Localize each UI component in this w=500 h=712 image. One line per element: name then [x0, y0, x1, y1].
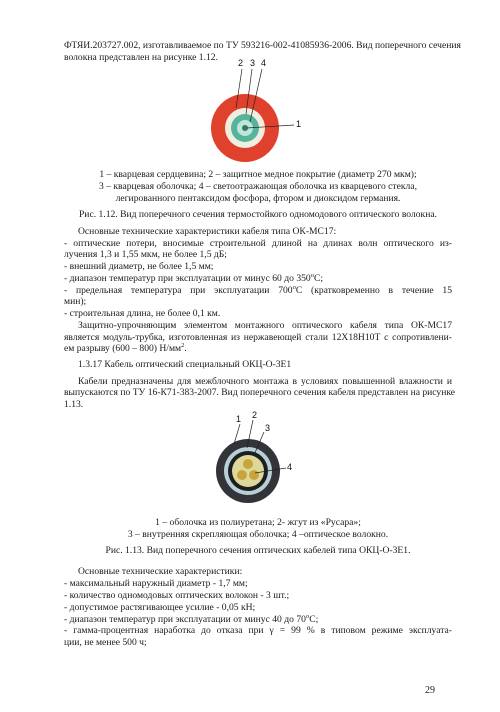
paragraph-line: является модуль-трубка, изготовленная из нержавеющей стали 12Х18Н10Т с сопротивлени-: [64, 332, 452, 343]
page-number: 29: [425, 685, 435, 696]
figure-label: 3: [250, 58, 256, 68]
figure-label: 3: [265, 423, 271, 433]
figure-label: 1: [236, 414, 242, 424]
paragraph-line: ем разрыву (600 – 800) $Н/мм^2$.: [64, 341, 187, 354]
figure-caption: Рис. 1.13. Вид поперечного сечения оптических кабелей типа ОКЦ-О-3Е1.: [105, 545, 411, 556]
spec-item: - оптические потери, вносимые строительной длиной на длинах волн оптического из-: [64, 238, 452, 249]
optical-fiber: [249, 470, 259, 480]
figure-legend-line: 3 – кварцевая оболочка; 4 – светоотражающая оболочка из кварцевого стекла,: [99, 181, 417, 192]
spec-item: мин);: [64, 296, 87, 307]
paragraph-line: ФТЯИ.203727.002, изготавливаемое по ТУ 593216-002-41085936-2006. Вид поперечного сечения: [64, 40, 461, 51]
spec-item: ции, не менее 500 ч;: [64, 637, 147, 648]
optical-fiber: [243, 459, 253, 469]
figure-legend-line: 1 – оболочка из полиуретана; 2- жгут из «Русара»;: [155, 517, 361, 528]
cable-cross-section-figure: [192, 408, 312, 516]
paragraph-line: Кабели предназначены для межблочного монтажа в условиях повышенной влажности и: [78, 376, 452, 387]
paragraph-line: волокна представлен на рисунке 1.12.: [64, 52, 218, 63]
paragraph-line: Защитно-упрочняющим элементом монтажного оптического кабеля типа ОК-МС17: [78, 320, 452, 331]
figure-caption: Рис. 1.12. Вид поперечного сечения термостойкого одномодового оптического волокна.: [78, 209, 438, 220]
spec-item: - предельная температура при эксплуатации 700$^o$С (кратковременно в течение 15: [64, 283, 452, 296]
fiber-cross-section-figure: [190, 56, 310, 168]
spec-item: - внешний диаметр, не более 1,5 мм;: [64, 261, 214, 272]
figure-legend-line: легированного пентаксидом фосфора, фтором и диоксидом германия.: [115, 193, 401, 204]
spec-intro: Основные технические характеристики кабеля типа ОК-МС17:: [78, 226, 337, 237]
figure-label: 2: [252, 410, 258, 420]
spec-item: - строительная длина, не более 0,1 км.: [64, 308, 221, 319]
spec-item: лучения 1,3 и 1,55 мкм, не более 1,5 дБ;: [64, 249, 227, 260]
spec-intro: Основные технические характеристики:: [78, 566, 243, 577]
paragraph-line: 1.13.: [64, 399, 84, 410]
figure-legend-line: 1 – кварцевая сердцевина; 2 – защитное медное покрытие (диаметр 270 мкм);: [99, 169, 417, 180]
spec-item: - допустимое растягивающее усилие - 0,05 кН;: [64, 602, 256, 613]
figure-label: 4: [287, 462, 293, 472]
spec-item: - диапазон температур при эксплуатации от минус 60 до 350$^o$С;: [64, 271, 324, 284]
figure-label: 2: [238, 58, 244, 68]
section-heading: 1.3.17 Кабель оптический специальный ОКЦ-О-3Е1: [78, 359, 292, 370]
paragraph-line: выпускаются по ТУ 16-К71-383-2007. Вид поперечного сечения кабеля представлен на рисунке: [64, 387, 456, 398]
figure-label: 4: [261, 58, 267, 68]
figure-label: 1: [296, 119, 302, 129]
spec-item: - количество одномодовых оптических волокон - 3 шт.;: [64, 590, 290, 601]
spec-item: - максимальный наружный диаметр - 1,7 мм;: [64, 578, 248, 589]
spec-item: - гамма-процентная наработка до отказа при γ = 99 % в типовом режиме эксплуата-: [64, 625, 452, 636]
figure-legend-line: 3 – внутренняя скрепляющая оболочка; 4 –оптическое волокно.: [127, 529, 389, 540]
spec-item: - диапазон температур при эксплуатации от минус 40 до 70$^o$С;: [64, 612, 319, 625]
optical-fiber: [237, 470, 247, 480]
